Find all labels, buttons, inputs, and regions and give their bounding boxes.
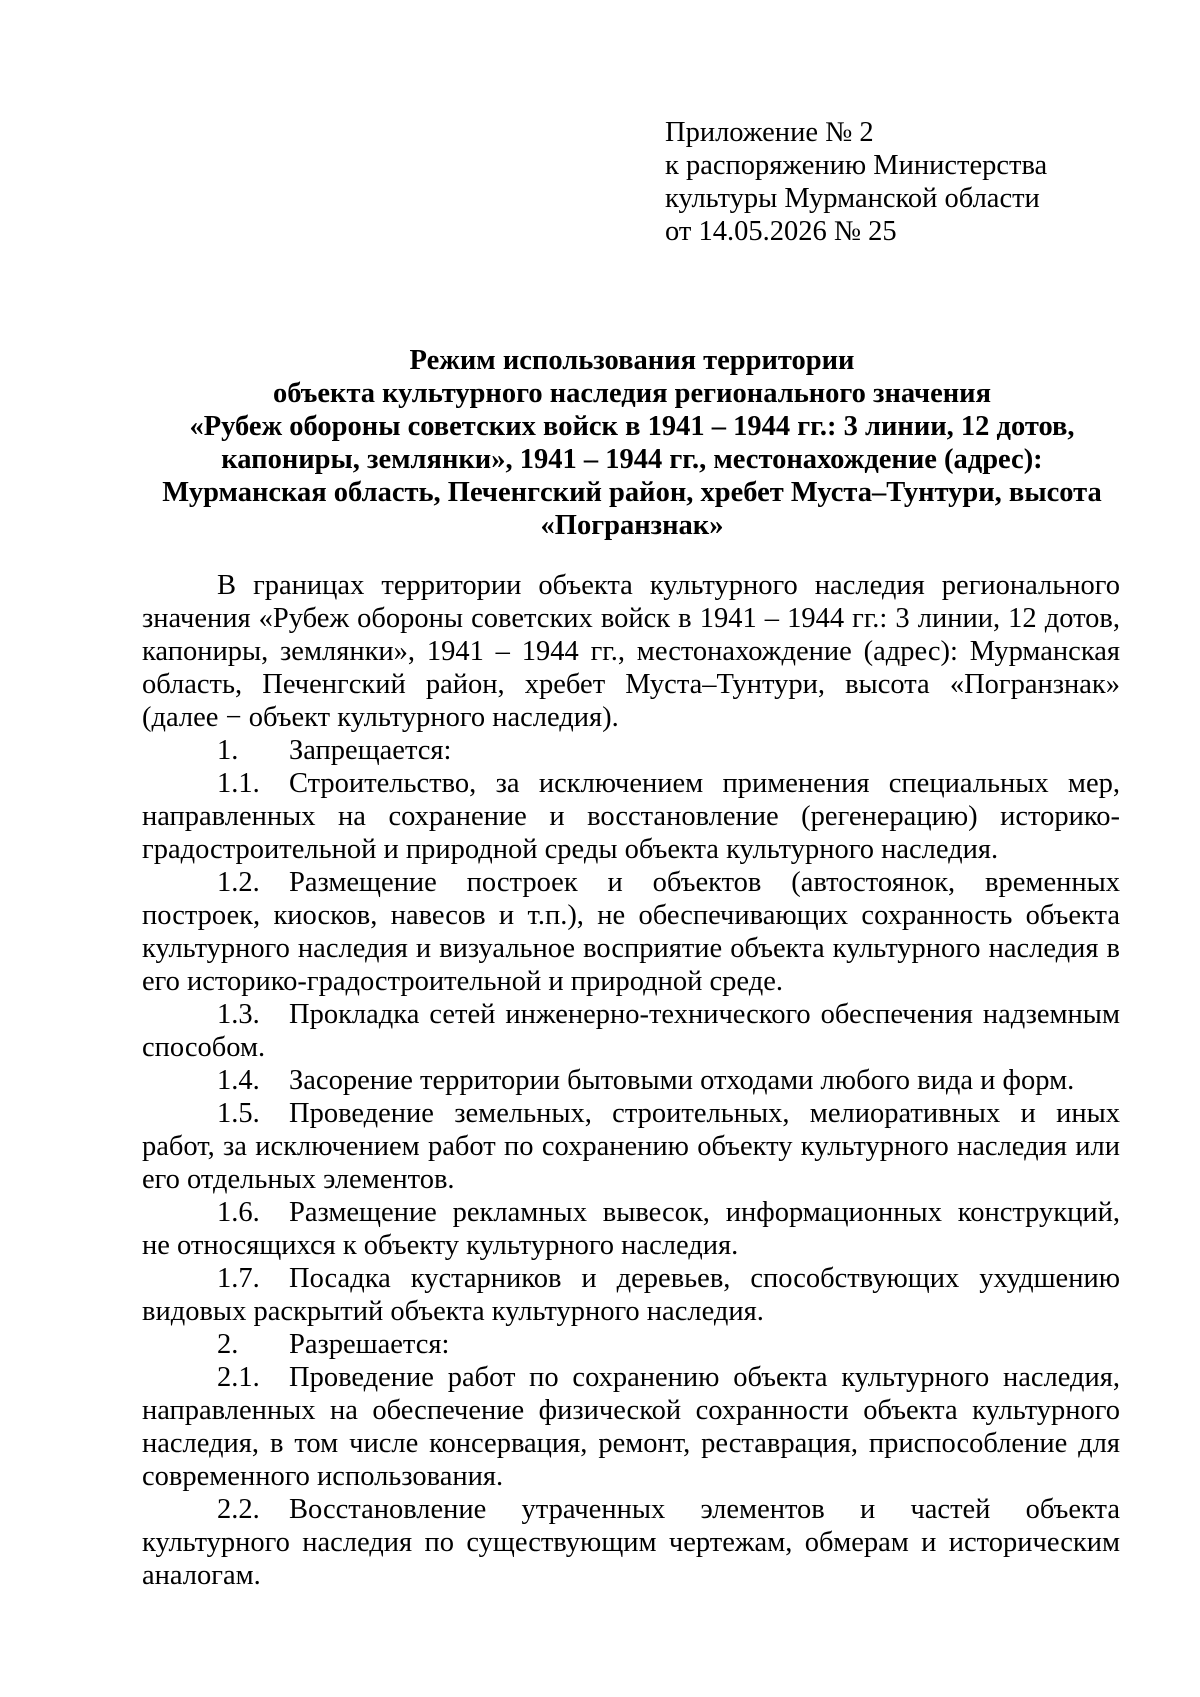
item-number: 1.2. [217,867,260,898]
item-number: 2.1. [217,1362,260,1393]
appendix-date-number: от 14.05.2026 № 25 [665,216,897,247]
item-number: 1.4. [217,1065,260,1096]
item-number: 1.7. [217,1263,260,1294]
list-item [142,1097,1120,1196]
item-text: Засорение территории бытовыми отходами любого вида и форм. [289,1065,1075,1096]
item-text: Разрешается: [289,1329,450,1360]
list-item [142,998,1120,1064]
title-line: Мурманская область, Печенгский район, хребет Муста–Тунтури, высота [162,477,1102,508]
item-text: Прокладка сетей инженерно-технического обеспечения надземным способом. [142,999,1120,1063]
item-text: Размещение рекламных вывесок, информационных конструкций, не относящихся к объекту культурного наследия. [142,1197,1120,1261]
document-body [142,569,1120,1592]
list-item [142,734,1120,767]
title-line: «Погранзнак» [540,510,724,541]
list-item [142,1328,1120,1361]
list-item [142,1064,1120,1097]
item-number: 1.1. [217,768,260,799]
list-item [142,1262,1120,1328]
item-text: Восстановление утраченных элементов и частей объекта культурного наследия по существующим чертежам, обмерам и историческим аналогам. [142,1494,1120,1591]
item-number: 1.3. [217,999,260,1030]
item-text: Строительство, за исключением применения специальных мер, направленных на сохранение и восстановление (регенерацию) историко-градостроительной и природной среды объекта культурного наследия. [142,768,1120,865]
appendix-header [665,116,1135,248]
item-number: 1.6. [217,1197,260,1228]
list-item [142,1361,1120,1493]
item-text: Размещение построек и объектов (автостоянок, временных построек, киосков, навесов и т.п.), не обеспечивающих сохранность объекта культурного наследия и визуальное восприятие объекта культурного наследия в его историко-градостроительной и природной среде. [142,867,1120,997]
document-title [142,344,1122,542]
item-text: Проведение земельных, строительных, мелиоративных и иных работ, за исключением работ по сохранению объекту культурного наследия или его отдельных элементов. [142,1098,1120,1195]
title-line: капониры, землянки», 1941 – 1944 гг., местонахождение (адрес): [221,444,1043,475]
item-number: 1. [217,735,239,766]
list-item [142,1493,1120,1592]
appendix-ministry: культуры Мурманской области [665,183,1040,214]
item-text: Посадка кустарников и деревьев, способствующих ухудшению видовых раскрытий объекта культурного наследия. [142,1263,1120,1327]
appendix-number: Приложение № 2 [665,117,874,148]
intro-paragraph: В границах территории объекта культурного наследия регионального значения «Рубеж обороны советских войск в 1941 – 1944 гг.: 3 линии, 12 дотов, капониры, землянки», 1941 – 1944 гг., местонахождение (адрес): Мурманская область, Печенгский район, хребет Муста–Тунтури, высота «Погранзнак» (далее − объект культурного наследия). [142,570,1120,733]
item-number: 1.5. [217,1098,260,1129]
title-line: объекта культурного наследия регионального значения [272,378,992,409]
title-line: «Рубеж обороны советских войск в 1941 – 1944 гг.: 3 линии, 12 дотов, [189,411,1075,442]
item-number: 2. [217,1329,239,1360]
list-item [142,767,1120,866]
item-number: 2.2. [217,1494,260,1525]
item-text: Запрещается: [289,735,452,766]
item-text: Проведение работ по сохранению объекта культурного наследия, направленных на обеспечение физической сохранности объекта культурного наследия, в том числе консервация, ремонт, реставрация, приспособление для современного использования. [142,1362,1120,1492]
appendix-order-ref: к распоряжению Министерства [665,150,1048,181]
title-line: Режим использования территории [409,345,855,376]
list-item [142,1196,1120,1262]
list-item [142,866,1120,998]
